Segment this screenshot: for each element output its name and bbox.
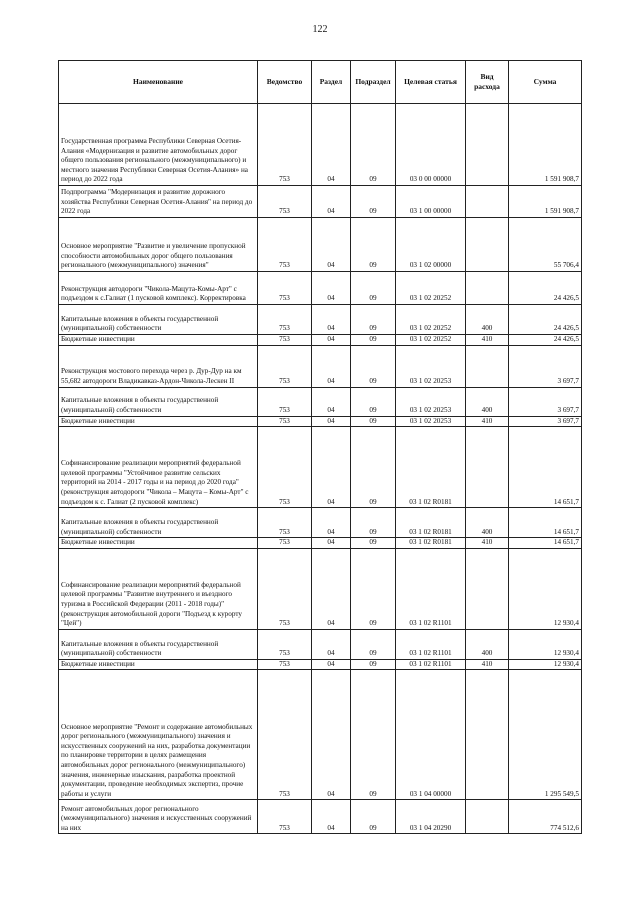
cell-target-article: 03 1 02 20253 (396, 387, 466, 416)
cell-section: 04 (312, 508, 351, 538)
cell-subsection: 09 (351, 659, 396, 670)
cell-name: Основное мероприятие "Развитие и увеличение пропускной способности автомобильных дорог общего пользования регионального (межмуниципального) значения" (59, 218, 258, 272)
cell-target-article: 03 1 02 20253 (396, 345, 466, 387)
cell-section: 04 (312, 670, 351, 800)
cell-expense-type (466, 104, 509, 186)
cell-name: Софинансирование реализации мероприятий федеральной целевой программы "Развитие внутреннего и въездного туризма в Российской Федерации (2011 - 2018 годы)" (реконструкция автомобильной дороги "Подъезд к курорту "Цей") (59, 548, 258, 629)
cell-target-article: 03 1 02 R1101 (396, 548, 466, 629)
cell-sum: 12 930,4 (509, 629, 582, 659)
cell-target-article: 03 1 02 20252 (396, 272, 466, 305)
cell-expense-type (466, 218, 509, 272)
header-target-article: Целевая статья (396, 61, 466, 104)
cell-section: 04 (312, 548, 351, 629)
table-row (59, 659, 582, 670)
cell-expense-type (466, 548, 509, 629)
table-row (59, 427, 582, 508)
cell-subsection: 09 (351, 335, 396, 346)
table-row (59, 629, 582, 659)
cell-expense-type: 410 (466, 659, 509, 670)
cell-name: Бюджетные инвестиции (59, 538, 258, 549)
cell-expense-type: 400 (466, 387, 509, 416)
cell-subsection: 09 (351, 548, 396, 629)
cell-expense-type: 400 (466, 305, 509, 335)
cell-department: 753 (258, 272, 312, 305)
budget-table (58, 60, 582, 834)
cell-subsection: 09 (351, 416, 396, 427)
cell-department: 753 (258, 548, 312, 629)
cell-name: Капитальные вложения в объекты государственной (муниципальной) собственности (59, 508, 258, 538)
cell-sum: 24 426,5 (509, 272, 582, 305)
cell-department: 753 (258, 335, 312, 346)
table-row (59, 272, 582, 305)
cell-target-article: 03 1 02 20253 (396, 416, 466, 427)
header-expense-type: Вид расхода (466, 61, 509, 104)
cell-department: 753 (258, 387, 312, 416)
cell-sum: 14 651,7 (509, 427, 582, 508)
cell-subsection: 09 (351, 305, 396, 335)
cell-department: 753 (258, 427, 312, 508)
cell-section: 04 (312, 416, 351, 427)
cell-expense-type (466, 800, 509, 834)
cell-sum: 12 930,4 (509, 659, 582, 670)
cell-target-article: 03 1 02 20252 (396, 305, 466, 335)
cell-name: Государственная программа Республики Северная Осетия-Алания «Модернизация и развитие автомобильных дорог общего пользования регионального (межмуниципального) и местного значения Республики Северная Осетия-Алания» на период до 2022 года (59, 104, 258, 186)
cell-subsection: 09 (351, 800, 396, 834)
cell-section: 04 (312, 305, 351, 335)
cell-name: Бюджетные инвестиции (59, 335, 258, 346)
cell-section: 04 (312, 345, 351, 387)
cell-subsection: 09 (351, 427, 396, 508)
table-row (59, 800, 582, 834)
cell-sum: 1 591 908,7 (509, 104, 582, 186)
table-row (59, 104, 582, 186)
cell-name: Софинансирование реализации мероприятий федеральной целевой программы "Устойчивое развитие сельских территорий на 2014 - 2017 годы и на период до 2020 года" (реконструкция автодороги "Чикола – Мацута – Комы-Арт" с подъездом к с. Галиат (2 пусковой комплекс) (59, 427, 258, 508)
cell-expense-type (466, 427, 509, 508)
cell-name: Бюджетные инвестиции (59, 659, 258, 670)
cell-sum: 55 706,4 (509, 218, 582, 272)
cell-subsection: 09 (351, 670, 396, 800)
table-row (59, 538, 582, 549)
cell-name: Капитальные вложения в объекты государственной (муниципальной) собственности (59, 387, 258, 416)
cell-section: 04 (312, 335, 351, 346)
header-subsection: Подраздел (351, 61, 396, 104)
cell-sum: 1 295 549,5 (509, 670, 582, 800)
cell-department: 753 (258, 508, 312, 538)
cell-section: 04 (312, 272, 351, 305)
cell-department: 753 (258, 416, 312, 427)
cell-target-article: 03 1 04 20290 (396, 800, 466, 834)
cell-subsection: 09 (351, 186, 396, 218)
cell-section: 04 (312, 104, 351, 186)
cell-sum: 14 651,7 (509, 508, 582, 538)
cell-section: 04 (312, 218, 351, 272)
table-header-row (59, 61, 582, 104)
cell-sum: 3 697,7 (509, 387, 582, 416)
cell-target-article: 03 1 04 00000 (396, 670, 466, 800)
cell-name: Подпрограмма "Модернизация и развитие дорожного хозяйства Республики Северная Осетия-Алания" на период до 2022 года (59, 186, 258, 218)
cell-target-article: 03 1 02 00000 (396, 218, 466, 272)
cell-name: Ремонт автомобильных дорог регионального (межмуниципального) значения и искусственных сооружений на них (59, 800, 258, 834)
cell-subsection: 09 (351, 629, 396, 659)
header-name: Наименование (59, 61, 258, 104)
cell-section: 04 (312, 800, 351, 834)
table-row (59, 670, 582, 800)
cell-expense-type (466, 670, 509, 800)
cell-target-article: 03 1 02 R0181 (396, 508, 466, 538)
cell-department: 753 (258, 538, 312, 549)
cell-section: 04 (312, 387, 351, 416)
cell-target-article: 03 1 02 20252 (396, 335, 466, 346)
cell-section: 04 (312, 629, 351, 659)
cell-department: 753 (258, 629, 312, 659)
cell-expense-type: 410 (466, 335, 509, 346)
cell-name: Бюджетные инвестиции (59, 416, 258, 427)
table-row (59, 345, 582, 387)
cell-department: 753 (258, 218, 312, 272)
cell-sum: 1 591 908,7 (509, 186, 582, 218)
table-row (59, 548, 582, 629)
cell-section: 04 (312, 538, 351, 549)
cell-section: 04 (312, 659, 351, 670)
table-row (59, 305, 582, 335)
cell-subsection: 09 (351, 538, 396, 549)
table-body (59, 104, 582, 834)
table-row (59, 387, 582, 416)
cell-expense-type: 400 (466, 629, 509, 659)
cell-subsection: 09 (351, 272, 396, 305)
cell-department: 753 (258, 659, 312, 670)
cell-expense-type (466, 186, 509, 218)
cell-expense-type: 410 (466, 416, 509, 427)
cell-target-article: 03 1 02 R0181 (396, 538, 466, 549)
cell-target-article: 03 0 00 00000 (396, 104, 466, 186)
cell-sum: 3 697,7 (509, 416, 582, 427)
table-row (59, 508, 582, 538)
cell-department: 753 (258, 800, 312, 834)
cell-target-article: 03 1 02 R1101 (396, 629, 466, 659)
cell-section: 04 (312, 427, 351, 508)
cell-department: 753 (258, 186, 312, 218)
cell-name: Реконструкция мостового перехода через р. Дур-Дур на км 55,682 автодороги Владикавказ-Ардон-Чикола-Лескен II (59, 345, 258, 387)
cell-expense-type (466, 272, 509, 305)
cell-sum: 24 426,5 (509, 305, 582, 335)
table-row (59, 218, 582, 272)
cell-name: Капитальные вложения в объекты государственной (муниципальной) собственности (59, 305, 258, 335)
cell-expense-type: 400 (466, 508, 509, 538)
cell-target-article: 03 1 02 R0181 (396, 427, 466, 508)
cell-expense-type (466, 345, 509, 387)
cell-department: 753 (258, 670, 312, 800)
header-sum: Сумма (509, 61, 582, 104)
table-row (59, 186, 582, 218)
table-row (59, 416, 582, 427)
cell-sum: 14 651,7 (509, 538, 582, 549)
cell-target-article: 03 1 00 00000 (396, 186, 466, 218)
cell-target-article: 03 1 02 R1101 (396, 659, 466, 670)
page-number: 122 (312, 24, 328, 35)
cell-subsection: 09 (351, 104, 396, 186)
header-department: Ведомство (258, 61, 312, 104)
cell-department: 753 (258, 104, 312, 186)
cell-name: Реконструкция автодороги "Чикола-Мацута-Комы-Арт" с подъездом к с.Галиат (1 пусковой комплекс). Корректировка (59, 272, 258, 305)
cell-section: 04 (312, 186, 351, 218)
cell-sum: 3 697,7 (509, 345, 582, 387)
cell-sum: 774 512,6 (509, 800, 582, 834)
header-section: Раздел (312, 61, 351, 104)
cell-subsection: 09 (351, 218, 396, 272)
cell-subsection: 09 (351, 345, 396, 387)
cell-expense-type: 410 (466, 538, 509, 549)
cell-name: Основное мероприятие "Ремонт и содержание автомобильных дорог регионального (межмуниципального) значения и искусственных сооружений на них, разработка документации по планировке территории в целях размещения автомобильных дорог регионального (межмуниципального) значения, инженерные изыскания, разработка проектной документации, проведение необходимых экспертиз, прочие работы и услуги (59, 670, 258, 800)
cell-department: 753 (258, 345, 312, 387)
cell-department: 753 (258, 305, 312, 335)
cell-sum: 12 930,4 (509, 548, 582, 629)
cell-sum: 24 426,5 (509, 335, 582, 346)
cell-subsection: 09 (351, 508, 396, 538)
cell-name: Капитальные вложения в объекты государственной (муниципальной) собственности (59, 629, 258, 659)
cell-subsection: 09 (351, 387, 396, 416)
table-row (59, 335, 582, 346)
